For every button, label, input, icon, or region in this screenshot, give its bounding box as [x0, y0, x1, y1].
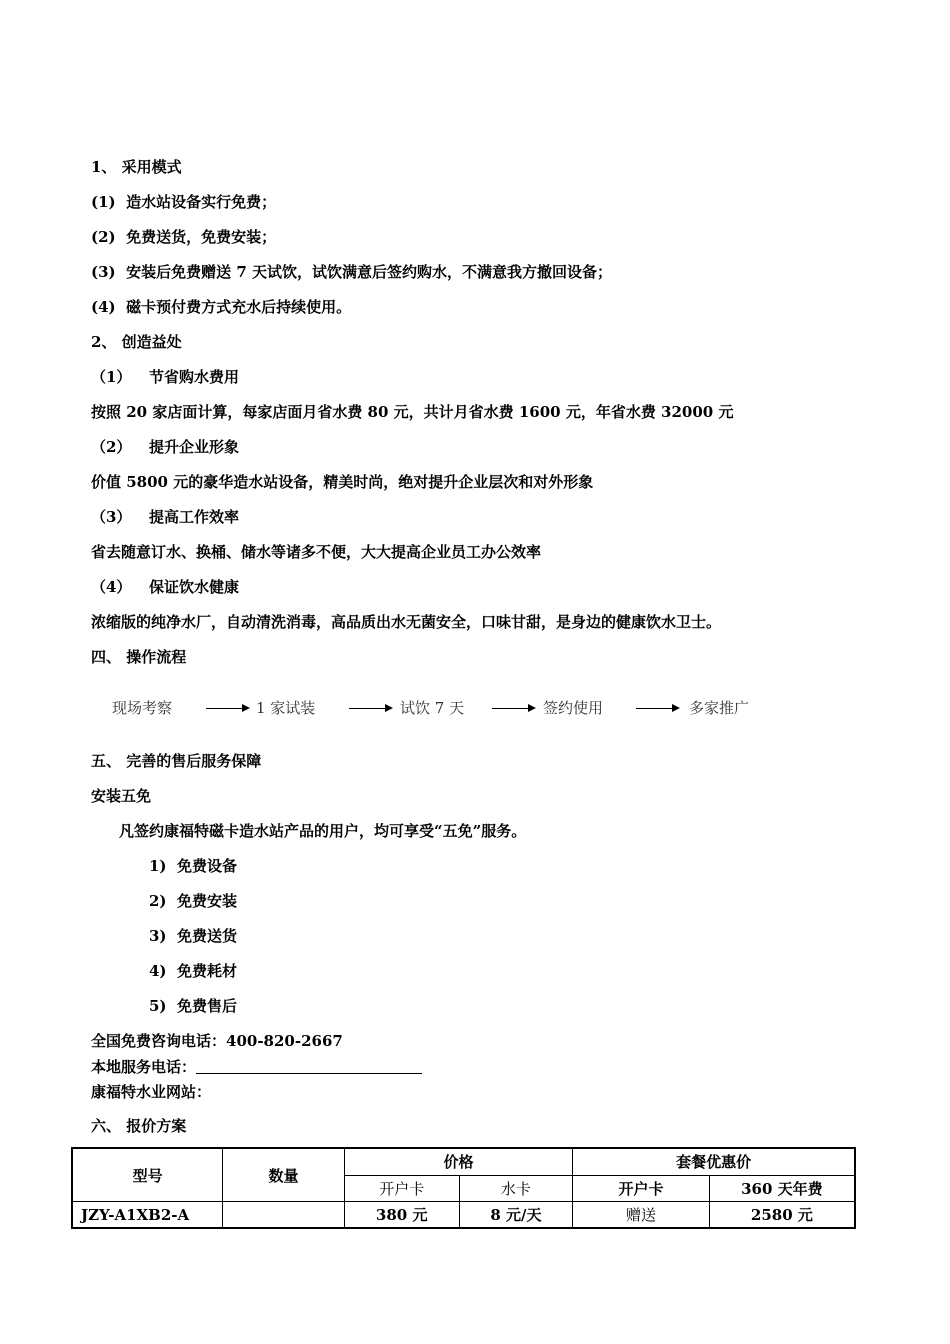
benefit-num: （4） — [91, 578, 132, 596]
mode-item-text: 免费送货，免费安装； — [126, 228, 277, 246]
arrow-right-icon — [636, 708, 678, 709]
mode-item-1 — [91, 192, 276, 212]
subheader-package-open-card: 开户卡 — [573, 1175, 710, 1202]
benefit-title: 节省购水费用 — [149, 368, 240, 386]
benefit-3-heading — [91, 507, 239, 527]
service-item-text: 免费送货 — [177, 927, 238, 945]
section-4-title: 四、 操作流程 — [91, 648, 187, 666]
benefit-num: （2） — [91, 438, 132, 456]
cell-model: JZY-A1XB2-A — [72, 1202, 223, 1229]
service-item-num: 4) — [149, 962, 167, 980]
service-item-4 — [149, 961, 237, 981]
mode-item-num: (4) — [91, 298, 116, 316]
cell-quantity — [223, 1202, 345, 1229]
service-item-num: 5) — [149, 997, 167, 1015]
local-phone-label: 本地服务电话： — [91, 1058, 197, 1076]
flow-step-2: 1 家试装 — [256, 699, 316, 717]
mode-item-num: (3) — [91, 263, 116, 281]
flow-step-5: 多家推广 — [689, 699, 750, 717]
website-line — [91, 1082, 211, 1102]
arrow-right-icon — [206, 708, 248, 709]
section-1-title: 1、 采用模式 — [91, 158, 182, 176]
arrow-right-icon — [349, 708, 391, 709]
benefit-1-desc: 按照 20 家店面计算，每家店面月省水费 80 元，共计月省水费 1600 元，年省水费 32000 元 — [91, 403, 734, 421]
mode-item-4 — [91, 297, 351, 317]
local-phone-line — [91, 1057, 422, 1077]
hotline-number: 400-820-2667 — [226, 1032, 343, 1050]
header-model: 型号 — [72, 1148, 223, 1202]
subheader-open-card: 开户卡 — [344, 1175, 459, 1202]
benefit-title: 提升企业形象 — [149, 438, 240, 456]
cell-package-open-card: 赠送 — [573, 1202, 710, 1229]
section-6-title: 六、 报价方案 — [91, 1117, 187, 1135]
cell-annual-fee: 2580 元 — [709, 1202, 855, 1229]
mode-item-text: 安装后免费赠送 7 天试饮，试饮满意后签约购水，不满意我方撤回设备； — [126, 263, 612, 281]
service-item-num: 3) — [149, 927, 167, 945]
benefit-2-heading — [91, 437, 239, 457]
benefit-2-desc: 价值 5800 元的豪华造水站设备，精美时尚，绝对提升企业层次和对外形象 — [91, 473, 594, 491]
benefit-num: （1） — [91, 368, 132, 386]
service-item-3 — [149, 926, 237, 946]
benefit-num: （3） — [91, 508, 132, 526]
hotline-label: 全国免费咨询电话： — [91, 1032, 227, 1050]
service-item-num: 2) — [149, 892, 167, 910]
mode-item-3 — [91, 262, 612, 282]
benefit-4-heading — [91, 577, 239, 597]
table-row — [72, 1202, 855, 1229]
subheader-annual-fee: 360 天年费 — [709, 1175, 855, 1202]
cell-water-card-price: 8 元/天 — [459, 1202, 573, 1229]
header-price: 价格 — [344, 1148, 572, 1175]
mode-item-num: (1) — [91, 193, 116, 211]
benefit-title: 提高工作效率 — [149, 508, 240, 526]
arrow-right-icon — [492, 708, 534, 709]
flow-step-1: 现场考察 — [112, 699, 173, 717]
header-quantity: 数量 — [223, 1148, 345, 1202]
benefit-3-desc: 省去随意订水、换桶、储水等诸多不便，大大提高企业员工办公效率 — [91, 543, 542, 561]
section-5-title: 五、 完善的售后服务保障 — [91, 752, 262, 770]
benefit-4-desc: 浓缩版的纯净水厂，自动清洗消毒，高品质出水无菌安全，口味甘甜，是身边的健康饮水卫士。 — [91, 613, 722, 631]
local-phone-blank — [196, 1057, 422, 1074]
price-table — [71, 1147, 856, 1229]
mode-item-2 — [91, 227, 276, 247]
service-item-text: 免费耗材 — [177, 962, 238, 980]
section-2-title: 2、 创造益处 — [91, 333, 182, 351]
service-item-1 — [149, 856, 237, 876]
header-package: 套餐优惠价 — [573, 1148, 855, 1175]
mode-item-text: 磁卡预付费方式充水后持续使用。 — [126, 298, 352, 316]
hotline-line — [91, 1031, 343, 1051]
mode-item-num: (2) — [91, 228, 116, 246]
flow-step-4: 签约使用 — [543, 699, 604, 717]
service-item-num: 1) — [149, 857, 167, 875]
website-label: 康福特水业网站： — [91, 1083, 212, 1101]
flow-step-3: 试饮 7 天 — [400, 699, 465, 717]
service-item-text: 免费售后 — [177, 997, 238, 1015]
service-item-2 — [149, 891, 237, 911]
benefit-1-heading — [91, 367, 239, 387]
service-item-text: 免费设备 — [177, 857, 238, 875]
benefit-title: 保证饮水健康 — [149, 578, 240, 596]
subheader-water-card: 水卡 — [459, 1175, 573, 1202]
cell-open-card-price: 380 元 — [344, 1202, 459, 1229]
mode-item-text: 造水站设备实行免费； — [126, 193, 277, 211]
service-item-5 — [149, 996, 237, 1016]
service-intro: 凡签约康福特磁卡造水站产品的用户，均可享受“五免”服务。 — [119, 822, 527, 840]
service-item-text: 免费安装 — [177, 892, 238, 910]
table-header-row — [72, 1148, 855, 1175]
section-5-subtitle: 安装五免 — [91, 787, 152, 805]
